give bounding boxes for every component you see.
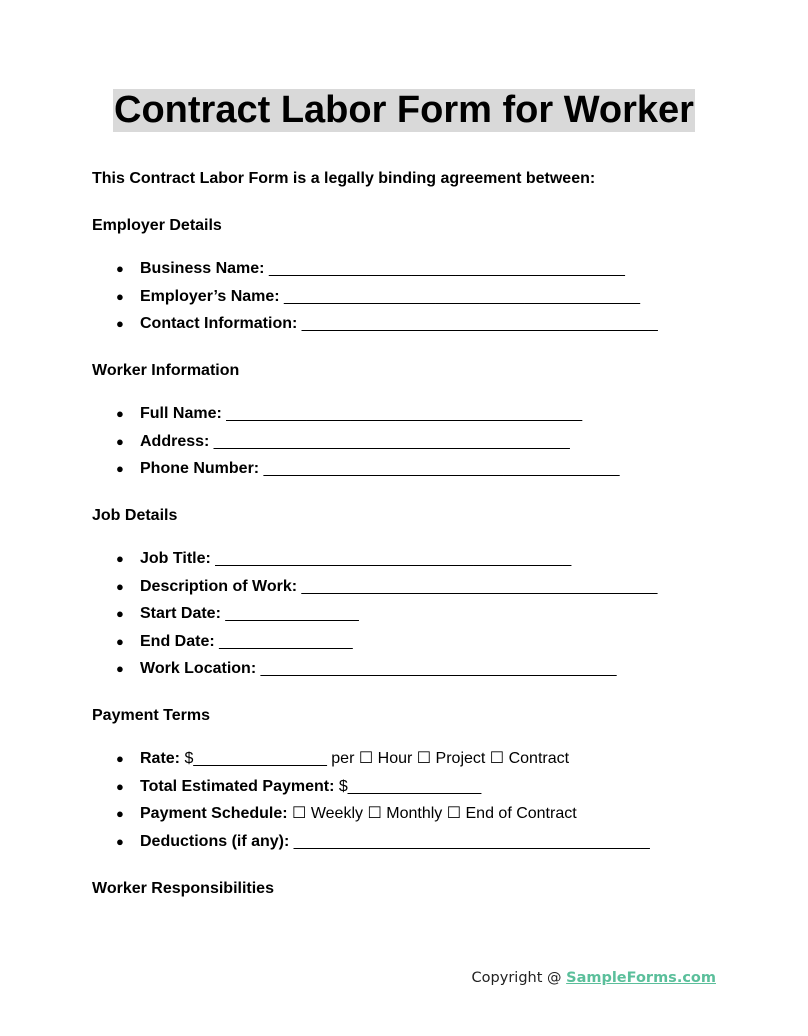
field-deductions: ● Deductions (if any): ________________________________________ <box>92 832 752 852</box>
section-heading: Worker Responsibilities <box>92 879 274 897</box>
section-heading: Worker Information <box>92 362 240 379</box>
field-contact-information: ● Contact Information: ________________________________________ <box>92 314 752 334</box>
field-phone-number: ● Phone Number: ________________________________________ <box>92 459 752 479</box>
field-job-title: ● Job Title: ________________________________________ <box>92 549 752 569</box>
section-job <box>92 506 752 679</box>
field-rate: ● Rate: $_______________ per ☐ Hour ☐ Project ☐ Contract <box>92 749 752 769</box>
field-total-estimated-payment: ● Total Estimated Payment: $_______________ <box>92 777 752 797</box>
copyright-prefix: Copyright @ <box>471 970 567 986</box>
brand-link[interactable]: SampleForms.com <box>566 970 716 986</box>
intro-text: This Contract Labor Form is a legally binding agreement between: <box>92 170 596 187</box>
field-payment-schedule: ● Payment Schedule: ☐ Weekly ☐ Monthly ☐ End of Contract <box>92 804 752 824</box>
page-title: Contract Labor Form for Worker <box>114 89 694 131</box>
field-employer-name: ● Employer’s Name: ________________________________________ <box>92 287 752 307</box>
copyright-footer <box>472 970 716 986</box>
section-responsibilities <box>92 879 752 899</box>
field-end-date: ● End Date: _______________ <box>92 632 752 652</box>
field-address: ● Address: ________________________________________ <box>92 432 752 452</box>
section-payment <box>92 706 752 852</box>
field-business-name: ● Business Name: ________________________________________ <box>92 259 752 279</box>
section-heading: Payment Terms <box>92 707 210 724</box>
field-description-of-work: ● Description of Work: ________________________________________ <box>92 577 752 597</box>
section-worker <box>92 361 752 479</box>
field-work-location: ● Work Location: ________________________________________ <box>92 659 752 679</box>
section-heading: Employer Details <box>92 217 222 234</box>
title-wrapper <box>0 89 808 132</box>
form-content <box>92 169 752 899</box>
section-employer <box>92 216 752 334</box>
field-start-date: ● Start Date: _______________ <box>92 604 752 624</box>
section-heading: Job Details <box>92 507 178 524</box>
field-full-name: ● Full Name: ________________________________________ <box>92 404 752 424</box>
